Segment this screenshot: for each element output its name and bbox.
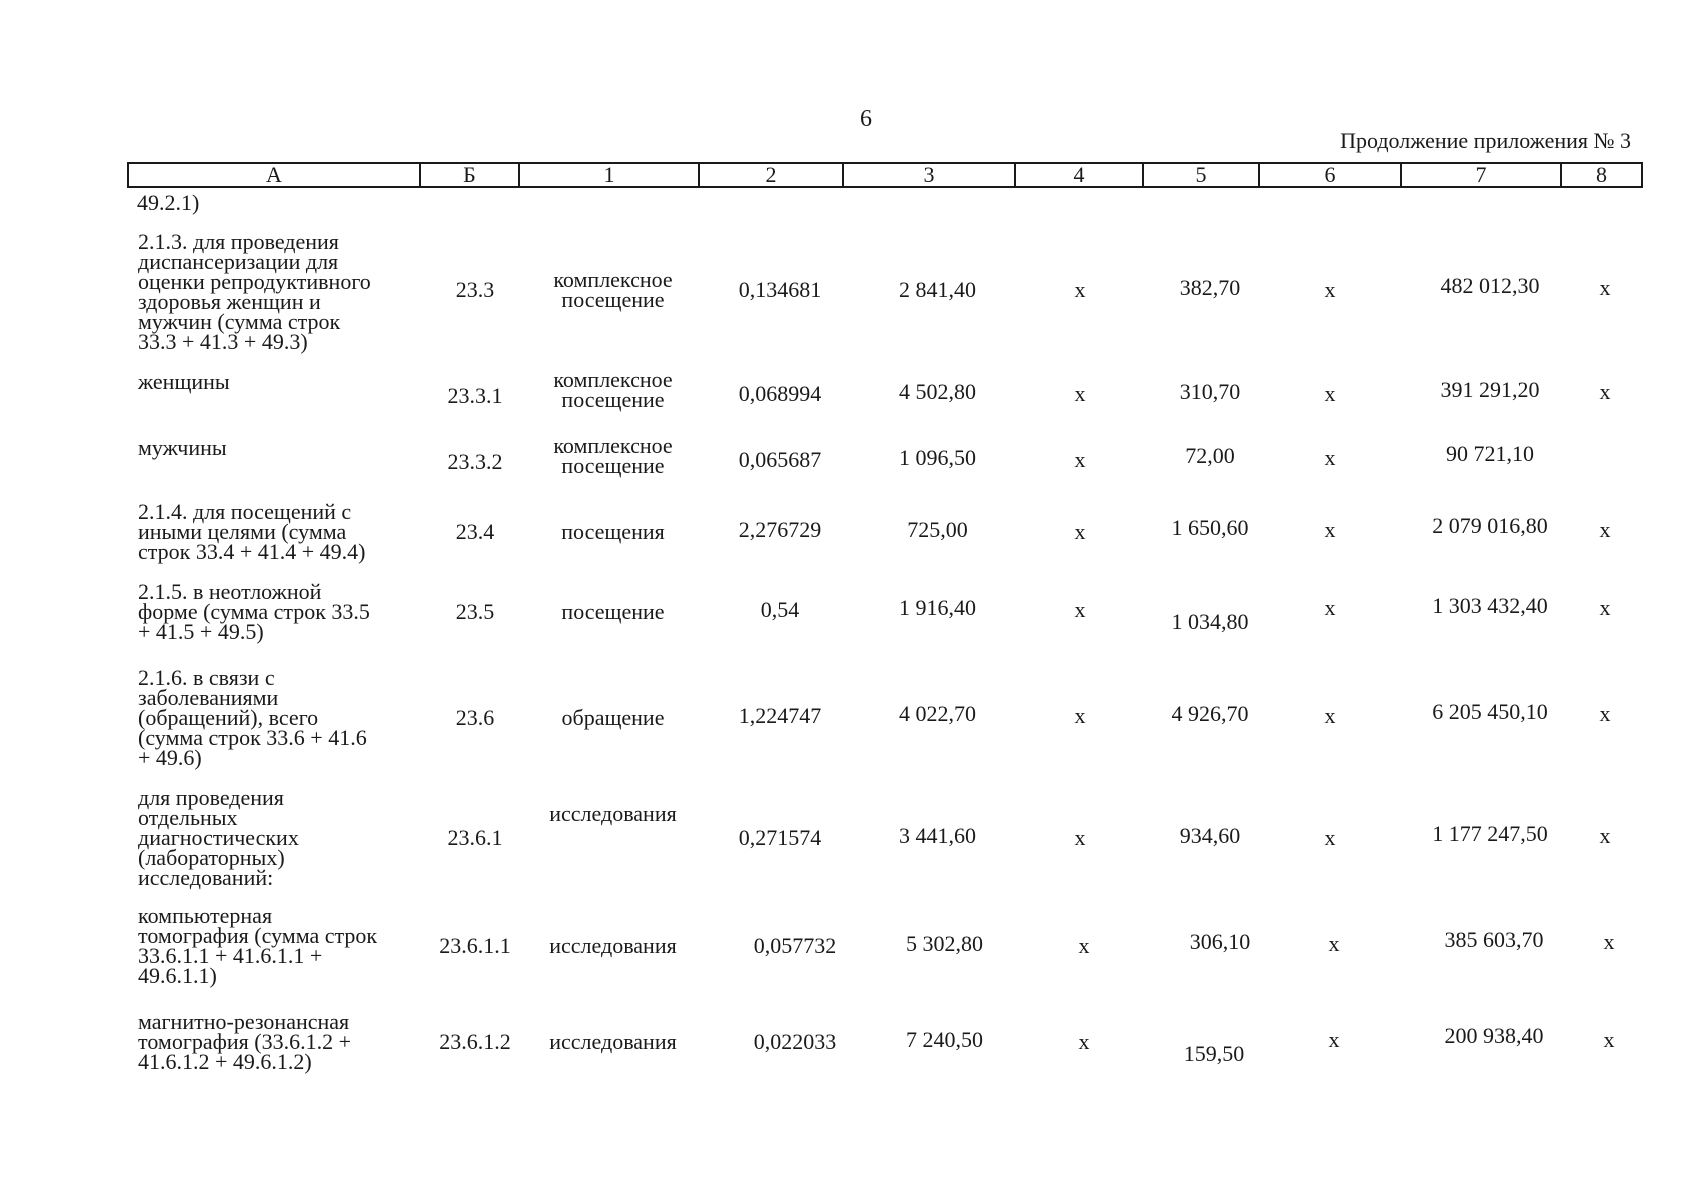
row-col-7: 90 721,10 <box>1446 441 1534 466</box>
row-description: мужчины <box>138 435 227 460</box>
row-code: 23.6.1.2 <box>439 1029 511 1054</box>
row-col-5: 4 926,70 <box>1171 701 1249 726</box>
row-col-4: х <box>1074 277 1086 302</box>
row-description: 2.1.5. в неотложной форме (сумма строк 33.5 + 41.5 + 49.5) <box>138 579 370 644</box>
column-header-8: 8 <box>1561 163 1642 187</box>
row-col-6: х <box>1324 517 1336 542</box>
column-header-1: 1 <box>519 163 699 187</box>
column-header-2: 2 <box>699 163 843 187</box>
appendix-caption: Продолжение приложения № 3 <box>1340 128 1631 153</box>
column-header-6: 6 <box>1259 163 1401 187</box>
row-col-3: 1 096,50 <box>899 445 976 470</box>
row-col-6: х <box>1324 595 1336 620</box>
row-col-4: х <box>1074 703 1086 728</box>
row-col-7: 391 291,20 <box>1440 377 1540 402</box>
row-col-8: х <box>1599 701 1611 726</box>
row-col-3: 5 302,80 <box>906 931 983 956</box>
row-col-4: х <box>1074 825 1086 850</box>
row-description: женщины <box>138 369 230 394</box>
column-header-7: 7 <box>1401 163 1561 187</box>
row-col-2: 0,134681 <box>738 277 822 302</box>
row-col-6: х <box>1324 381 1336 406</box>
row-col-5: 382,70 <box>1179 275 1241 300</box>
row-col-4: х <box>1078 1029 1090 1054</box>
row-unit: комплексное посещение <box>553 367 673 412</box>
row-col-2: 0,068994 <box>738 381 822 406</box>
row-unit: посещение <box>561 599 665 624</box>
row-unit: комплексное посещение <box>553 433 673 478</box>
row-col-2: 0,54 <box>760 597 800 622</box>
row-code: 23.4 <box>455 519 495 544</box>
row-col-8: х <box>1603 929 1615 954</box>
row-col-7: 200 938,40 <box>1444 1023 1544 1048</box>
column-header-4: 4 <box>1015 163 1143 187</box>
row-code: 23.6.1 <box>447 825 503 850</box>
row-unit: исследования <box>549 1029 677 1054</box>
row-unit: исследования <box>549 933 677 958</box>
row-col-2: 0,065687 <box>738 447 822 472</box>
row-col-8: х <box>1599 517 1611 542</box>
continuation-text: 49.2.1) <box>137 190 200 215</box>
row-col-3: 3 441,60 <box>899 823 976 848</box>
row-unit: исследования <box>549 801 677 826</box>
row-col-3: 7 240,50 <box>906 1027 983 1052</box>
row-col-6: х <box>1324 445 1336 470</box>
row-col-5: 1 034,80 <box>1171 609 1249 634</box>
row-col-4: х <box>1074 597 1086 622</box>
row-col-5: 159,50 <box>1183 1041 1245 1066</box>
row-col-7: 482 012,30 <box>1440 273 1540 298</box>
row-code: 23.3 <box>455 277 495 302</box>
row-col-8: х <box>1603 1027 1615 1052</box>
column-header-b: Б <box>420 163 519 187</box>
row-code: 23.5 <box>455 599 495 624</box>
row-description: 2.1.4. для посещений с иными целями (сумма строк 33.4 + 41.4 + 49.4) <box>138 499 366 564</box>
column-header-a: А <box>128 163 420 187</box>
row-code: 23.6 <box>455 705 495 730</box>
row-code: 23.3.1 <box>447 383 503 408</box>
row-col-7: 2 079 016,80 <box>1432 513 1548 538</box>
row-col-5: 310,70 <box>1179 379 1241 404</box>
row-col-5: 1 650,60 <box>1171 515 1249 540</box>
row-col-6: х <box>1328 931 1340 956</box>
row-col-8: х <box>1599 379 1611 404</box>
row-col-3: 725,00 <box>907 517 968 542</box>
column-header-5: 5 <box>1143 163 1259 187</box>
row-col-8: х <box>1599 275 1611 300</box>
row-col-5: 72,00 <box>1185 443 1235 468</box>
row-col-6: х <box>1324 277 1336 302</box>
row-col-3: 1 916,40 <box>899 595 976 620</box>
row-unit: комплексное посещение <box>553 267 673 312</box>
row-description: для проведения отдельных диагностических (лабораторных) исследований: <box>138 785 299 890</box>
page-number: 6 <box>860 106 872 132</box>
row-col-6: х <box>1324 825 1336 850</box>
row-col-7: 6 205 450,10 <box>1432 699 1548 724</box>
row-col-7: 385 603,70 <box>1444 927 1544 952</box>
row-col-2: 1,224747 <box>738 703 822 728</box>
row-description: компьютерная томография (сумма строк 33.6.1.1 + 41.6.1.1 + 49.6.1.1) <box>138 903 378 988</box>
column-header-3: 3 <box>843 163 1015 187</box>
row-col-4: х <box>1074 447 1086 472</box>
row-col-2: 0,057732 <box>753 933 837 958</box>
row-col-5: 934,60 <box>1179 823 1241 848</box>
row-col-7: 1 303 432,40 <box>1432 593 1548 618</box>
row-col-6: х <box>1328 1027 1340 1052</box>
row-col-2: 2,276729 <box>738 517 822 542</box>
row-col-4: х <box>1074 519 1086 544</box>
column-header-table <box>127 162 1643 188</box>
row-col-2: 0,022033 <box>753 1029 837 1054</box>
row-col-7: 1 177 247,50 <box>1432 821 1548 846</box>
row-unit: посещения <box>561 519 665 544</box>
row-unit: обращение <box>561 705 665 730</box>
row-code: 23.6.1.1 <box>439 933 511 958</box>
row-col-3: 2 841,40 <box>899 277 976 302</box>
row-col-3: 4 502,80 <box>899 379 976 404</box>
row-col-2: 0,271574 <box>738 825 822 850</box>
row-col-6: х <box>1324 703 1336 728</box>
row-description: магнитно-резонансная томография (33.6.1.2 + 41.6.1.2 + 49.6.1.2) <box>138 1009 351 1074</box>
row-description: 2.1.6. в связи с заболеваниями (обращений), всего (сумма строк 33.6 + 41.6 + 49.6) <box>138 665 367 770</box>
row-col-4: х <box>1078 933 1090 958</box>
row-col-3: 4 022,70 <box>899 701 976 726</box>
row-col-5: 306,10 <box>1189 929 1251 954</box>
row-code: 23.3.2 <box>447 449 503 474</box>
row-col-8: х <box>1599 823 1611 848</box>
row-col-4: х <box>1074 381 1086 406</box>
row-col-8: х <box>1599 595 1611 620</box>
row-description: 2.1.3. для проведения диспансеризации для оценки репродуктивного здоровья женщин и мужчин (сумма строк 33.3 + 41.3 + 49.3) <box>138 229 371 354</box>
